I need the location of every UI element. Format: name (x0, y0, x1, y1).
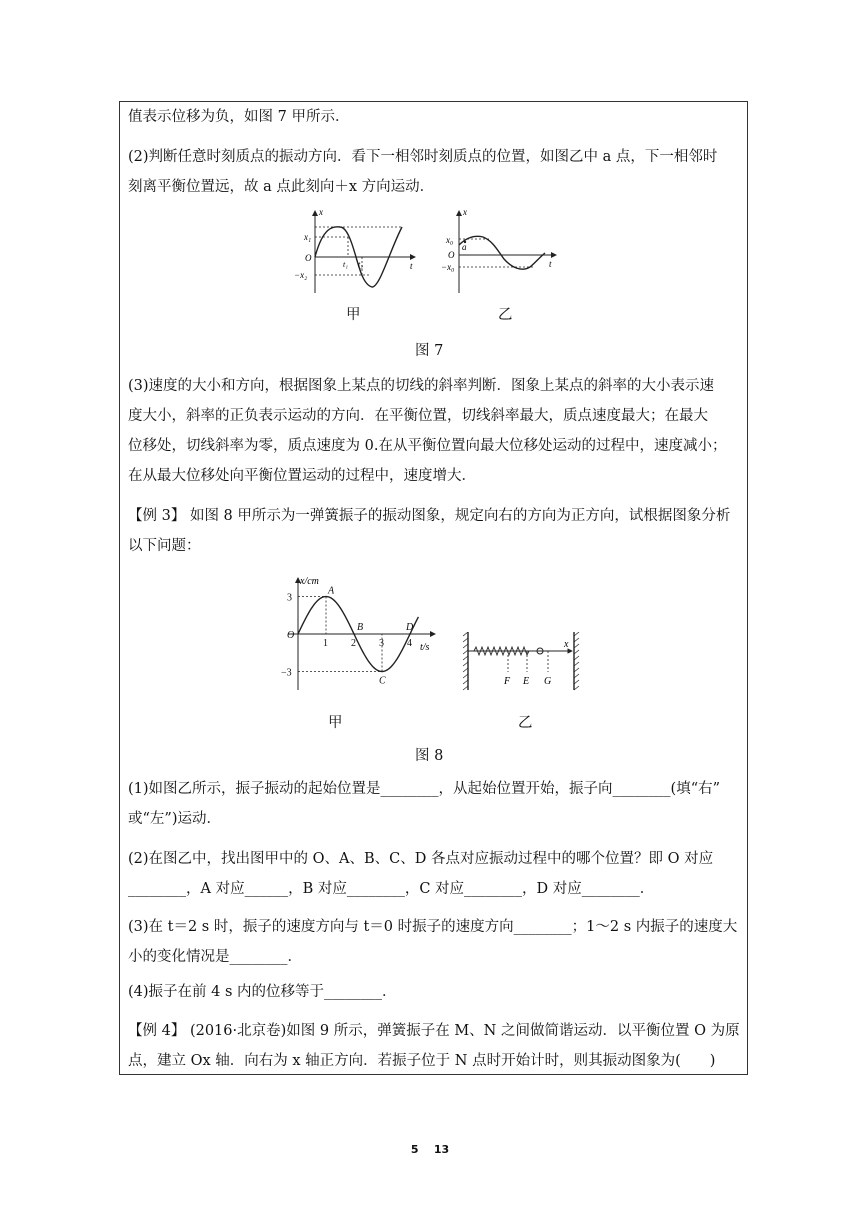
fig7-left-t2: t₂ (358, 260, 364, 269)
fig7-left-axis-x: x (319, 207, 323, 217)
text-line: 以下问题： (128, 538, 201, 554)
fig8-point-C: C (379, 675, 386, 687)
text-line: 刻离平衡位置远，故 a 点此刻向＋x 方向运动． (128, 179, 435, 195)
fig7-right-neg-x0: −x₀ (441, 262, 455, 272)
figure-7 (290, 205, 560, 300)
spring-axis-x: x (564, 639, 569, 650)
question-1-line: 或“左”)运动． (128, 811, 221, 827)
fig7-left-origin: O (305, 253, 312, 263)
example-3-line: 【例 3】 如图 8 甲所示为一弹簧振子的振动图象，规定向右的方向为正方向，试根据图象分析 (128, 508, 731, 524)
figure-8-spring (460, 632, 590, 692)
fig8-point-B: B (357, 622, 364, 633)
fig7-right-caption: 乙 (498, 307, 513, 323)
fig7-right-axis-t: t (549, 259, 552, 269)
fig7-caption: 图 7 (415, 343, 444, 359)
spring-point-G: G (544, 676, 552, 687)
fig7-right-graph (459, 211, 556, 293)
spring-point-E: E (523, 676, 530, 687)
fig8-caption: 图 8 (415, 748, 444, 764)
text-line: (2)判断任意时刻质点的振动方向．看下一相邻时刻质点的位置，如图乙中 a 点，下一相邻时 (128, 149, 718, 165)
page-total: 13 (433, 1143, 450, 1156)
question-2-line: (2)在图乙中，找出图甲中的 O、A、B、C、D 各点对应振动过程中的哪个位置？即 O 对应 (128, 851, 714, 867)
figure-8-graph (278, 572, 448, 692)
fig8-ytick: 3 (287, 592, 292, 604)
fig8-ytick: −3 (281, 667, 292, 679)
fig8-point-A: A (328, 585, 335, 597)
fig8-xlabel: t/s (420, 642, 430, 653)
fig7-left-x1: x₁ (304, 232, 312, 242)
fig8-xtick: 2 (351, 638, 356, 649)
text-line: 度大小，斜率的正负表示运动的方向．在平衡位置，切线斜率最大，质点速度最大；在最大 (128, 408, 708, 424)
text-line: 值表示位移为负，如图 7 甲所示． (128, 109, 350, 125)
fig8-xtick: 4 (407, 638, 412, 649)
text-line: 位移处，切线斜率为零，质点速度为 0.在从平衡位置向最大位移处运动的过程中，速度减小； (128, 438, 727, 454)
fig8-axes (288, 578, 435, 690)
example-4-line: 点，建立 Ox 轴．向右为 x 轴正方向．若振子位于 N 点时开始计时，则其振动图象为( ) (128, 1053, 716, 1069)
fig7-left-caption: 甲 (346, 307, 361, 323)
question-4-line: (4)振子在前 4 s 内的位移等于________． (128, 984, 397, 1000)
fig7-left-graph (315, 211, 415, 293)
page-number: 5 (410, 1143, 419, 1156)
fig8-xtick: 3 (379, 638, 384, 649)
spring-point-F: F (504, 676, 511, 687)
fig7-left-axis-t: t (410, 261, 413, 271)
fig7-right-axis-x: x (463, 207, 467, 217)
fig7-right-a: a (462, 242, 467, 252)
question-3-line: 小的变化情况是________． (128, 949, 302, 965)
fig8-right-caption: 乙 (518, 715, 533, 731)
question-3-line: (3)在 t＝2 s 时，振子的速度方向与 t＝0 时振子的速度方向________；1～2 s 内振子的速度大 (128, 919, 738, 935)
fig8-point-D: D (406, 622, 414, 633)
fig8-ylabel: x/cm (300, 576, 319, 587)
text-line: 在从最大位移处向平衡位置运动的过程中，速度增大． (128, 468, 476, 484)
page-footer (0, 1143, 860, 1156)
question-1-line: (1)如图乙所示，振子振动的起始位置是________，从起始位置开始，振子向________(填“右” (128, 781, 721, 797)
fig7-left-neg-x2: −x₂ (294, 270, 308, 280)
fig8-left-caption: 甲 (328, 715, 343, 731)
fig7-right-origin: O (448, 250, 455, 260)
fig7-right-x0: x₀ (446, 235, 454, 245)
example-4-line: 【例 4】 (2016·北京卷)如图 9 所示，弹簧振子在 M、N 之间做简谐运动．以平衡位置 O 为原 (128, 1023, 740, 1039)
text-line: (3)速度的大小和方向，根据图象上某点的切线的斜率判断．图象上某点的斜率的大小表示速 (128, 378, 715, 394)
fig8-point-O: O (287, 630, 295, 641)
fig7-left-t1: t₁ (343, 260, 349, 269)
question-2-line: ________，A 对应______，B 对应________，C 对应________，D 对应________． (128, 881, 655, 897)
fig8-xtick: 1 (323, 638, 328, 649)
